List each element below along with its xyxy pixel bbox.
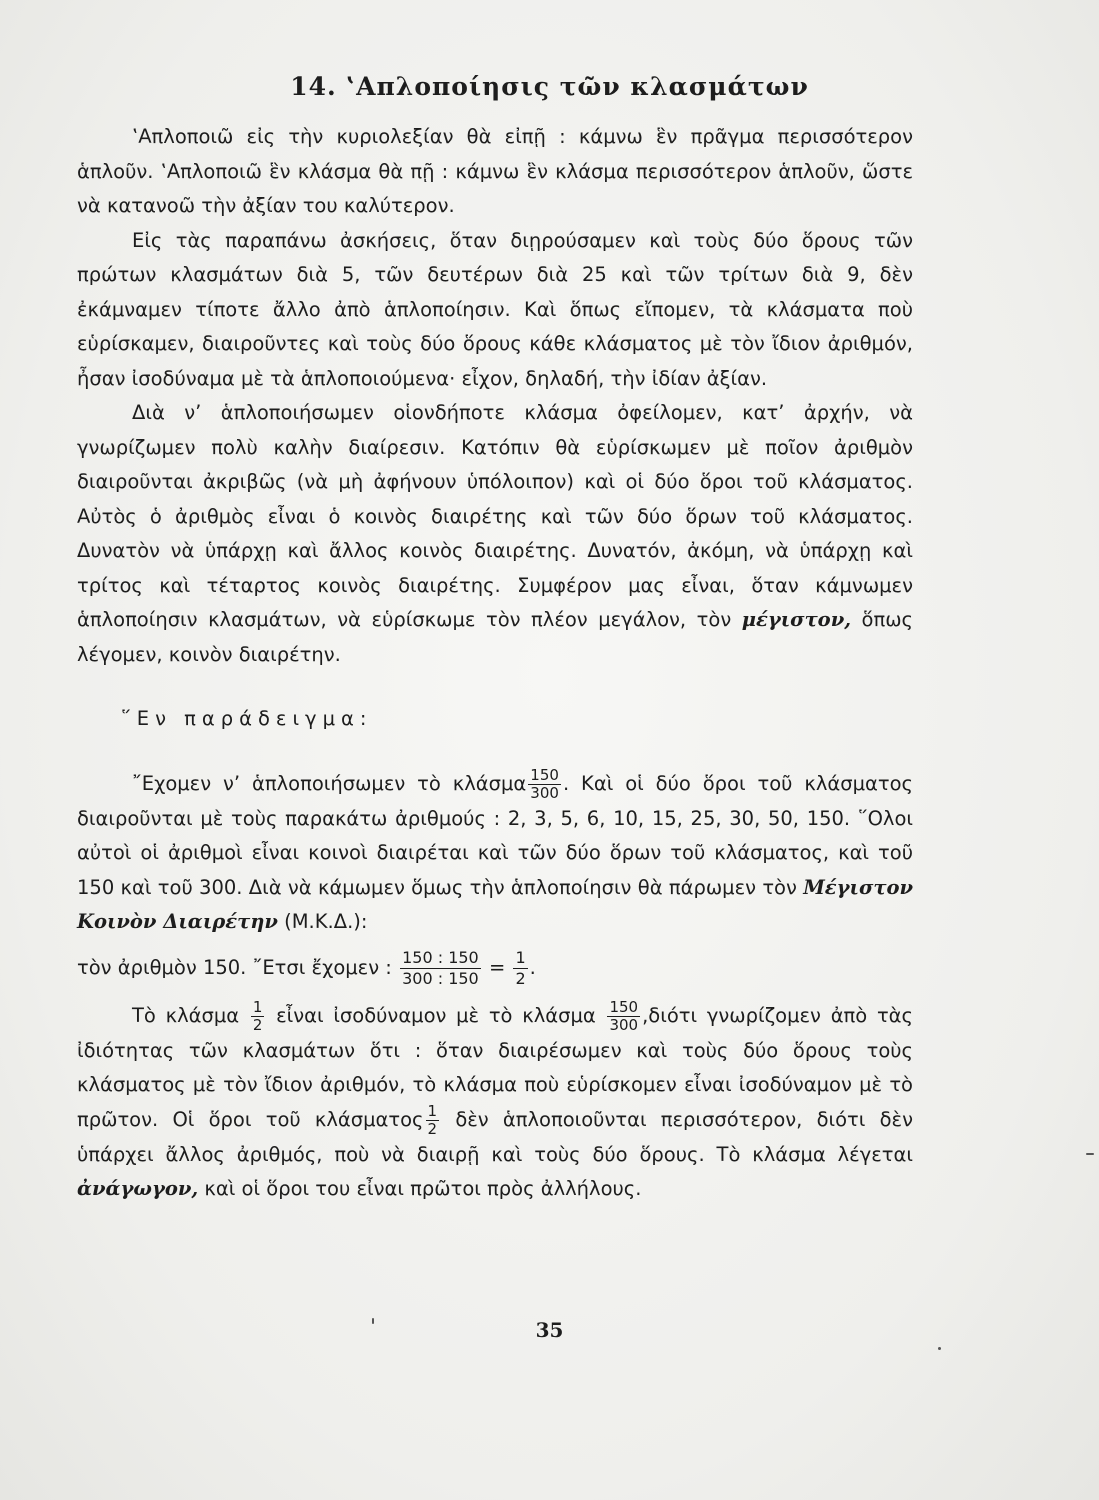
- equation-result: [513, 948, 527, 989]
- equation-fraction: [400, 948, 481, 989]
- result-denominator: 2: [515, 968, 526, 988]
- equation-prefix: τὸν ἀριθμὸν 150. ῎Ετσι ἔχομεν :: [77, 955, 392, 979]
- fraction-150-300: [528, 767, 561, 802]
- equation-denominator: 300 : 150: [402, 968, 479, 988]
- paragraph-4-middle: . Καὶ οἱ δύο ὅροι τοῦ κλάσματος διαιροῦνται μὲ τοὺς παρακάτω ἀριθμούς : 2, 3, 5, 6, 10, 15, 25, 30, 50, 150. ῞Ολοι αὐτοὶ οἱ ἀριθμοὶ εἶναι κοινοὶ διαιρέται καὶ τῶν δύο ὅρων τοῦ κλάσματος, καὶ τοῦ 150 καὶ τοῦ 300. Διὰ νὰ κάμωμεν ὅμως τὴν ἁπλοποίησιν θὰ πάρωμεν τὸν: [77, 771, 914, 899]
- paragraph-2: Εἰς τὰς παραπάνω ἀσκήσεις, ὅταν διῃρούσαμεν καὶ τοὺς δύο ὅρους τῶν πρώτων κλασμάτων διὰ 5, τῶν δευτέρων διὰ 25 καὶ τῶν τρίτων διὰ 9, δὲν ἐκάμναμεν τίποτε ἄλλο ἀπὸ ἁπλοποίησιν. Καὶ ὅπως εἴπομεν, τὰ κλάσματα ποὺ εὑρίσκαμεν, διαιροῦντες καὶ τοὺς δύο ὅρους κάθε κλάσματος μὲ τὸν ἴδιον ἀριθμόν, ἦσαν ἰσοδύναμα μὲ τὰ ἁπλοποιούμενα· εἶχον, δηλαδή, τὴν ἰδίαν ἀξίαν.: [77, 228, 913, 390]
- paragraph-5-end: καὶ οἱ ὅροι του εἶναι πρῶτοι πρὸς ἀλλήλους.: [204, 1177, 642, 1200]
- paragraph-5-part-c: ,διότι γνωρίζομεν ἀπὸ τὰς ἰδιότητας τῶν κλασμάτων ὅτι : ὅταν διαιρέσωμεν καὶ τοὺς δύο ὅρους τοὺς κλάσματος μὲ τὸν ἴδιον ἀριθμόν, τὸ κλάσμα ποὺ εὑρίσκομεν εἶναι ἰσοδύναμον μὲ τὸ πρῶτον. Οἱ ὅροι τοῦ κλάσματος: [77, 1003, 913, 1131]
- paragraph-5: [77, 999, 913, 1207]
- scan-speck: [372, 1318, 374, 1324]
- fraction-numerator: 150: [530, 765, 559, 784]
- paragraph-3-text: Διὰ ν’ ἁπλοποιήσωμεν οἱονδήποτε κλάσμα ὀφείλομεν, κατ’ ἀρχήν, νὰ γνωρίζωμεν πολὺ καλὴν διαίρεσιν. Κατόπιν θὰ εὑρίσκωμεν μὲ ποῖον ἀριθμὸν διαιροῦνται ἀκριβῶς (νὰ μὴ ἀφήνουν ὑπόλοιπον) καὶ οἱ δύο ὅροι τοῦ κλάσματος. Αὐτὸς ὁ ἀριθμὸς εἶναι ὁ κοινὸς διαιρέτης καὶ τῶν δύο ὅρων τοῦ κλάσματος. Δυνατὸν νὰ ὑπάρχῃ καὶ ἄλλος κοινὸς διαιρέτης. Δυνατόν, ἀκόμη, νὰ ὑπάρχῃ καὶ τρίτος καὶ τέταρτος κοινὸς διαιρέτης. Συμφέρον μας εἶναι, ὅταν κάμνωμεν ἁπλοποίησιν κλασμάτων, νὰ εὑρίσκωμε τὸν πλέον μεγάλον, τὸν: [77, 401, 913, 631]
- paragraph-3-tail: ὅπως λέγομεν, κοινὸν διαιρέτην.: [77, 608, 913, 666]
- paragraph-5-part-d: δὲν ἁπλοποιοῦνται περισσότερον, διότι δὲν ὑπάρχει ἄλλος ἀριθμός, ποὺ νὰ διαιρῇ καὶ τοὺς δύο ὅρους. Τὸ κλάσμα λέγεται: [77, 1107, 913, 1166]
- fraction-150-300-repeat: [607, 999, 640, 1034]
- emphasis-anagogon: ἀνάγωγον,: [77, 1177, 199, 1200]
- scan-speck: [938, 1347, 941, 1350]
- example-heading: ῞Εν παράδειγμα:: [121, 707, 373, 730]
- text-body: [77, 120, 913, 1207]
- emphasis-mkd: Μέγιστον Κοινὸν Διαιρέτην: [77, 875, 914, 933]
- fraction-1-2-denominator: 2: [252, 1015, 263, 1034]
- result-numerator: 1: [515, 947, 526, 967]
- page-title: 14. ‛Απλοποίησις τῶν κλασμάτων: [290, 72, 809, 101]
- emphasis-megiston: μέγιστον,: [741, 608, 852, 631]
- fraction-repeat-denominator: 300: [609, 1015, 639, 1034]
- fraction-1-2-numerator: 1: [252, 997, 263, 1016]
- equation-line: [77, 948, 913, 989]
- equals-sign: =: [488, 955, 506, 979]
- fraction-repeat-numerator: 150: [609, 997, 639, 1016]
- paragraph-5-start: Τὸ κλάσμα: [132, 1003, 240, 1027]
- fraction-1-2-repeat-denominator: 2: [427, 1119, 438, 1138]
- paragraph-1: ‛Απλοποιῶ εἰς τὴν κυριολεξίαν θὰ εἰπῇ : κάμνω ἓν πρᾶγμα περισσότερον ἁπλοῦν. ‛Απλοποιῶ ἓν κλάσμα θὰ πῇ : κάμνω ἓν κλάσμα περισσότερον ἁπλοῦν, ὥστε νὰ κατανοῶ τὴν ἀξίαν του καλύτερον.: [77, 125, 913, 217]
- fraction-1-2-repeat: [426, 1103, 440, 1138]
- equation-period: .: [529, 955, 536, 979]
- equation-numerator: 150 : 150: [402, 947, 479, 967]
- fraction-1-2: [251, 999, 265, 1034]
- paragraph-4-abbrev: (Μ.Κ.Δ.):: [284, 910, 368, 933]
- fraction-1-2-repeat-numerator: 1: [427, 1101, 438, 1120]
- page-number: 35: [535, 1318, 564, 1342]
- paragraph-5-part-b: εἶναι ἰσοδύναμον μὲ τὸ κλάσμα: [276, 1003, 596, 1027]
- scan-speck: [1086, 1153, 1094, 1155]
- paragraph-4: [77, 767, 913, 940]
- paragraph-3: [77, 396, 913, 672]
- paragraph-4-start: ῎Εχομεν ν’ ἁπλοποιήσωμεν τὸ κλάσμα: [132, 771, 527, 795]
- fraction-denominator: 300: [530, 783, 559, 802]
